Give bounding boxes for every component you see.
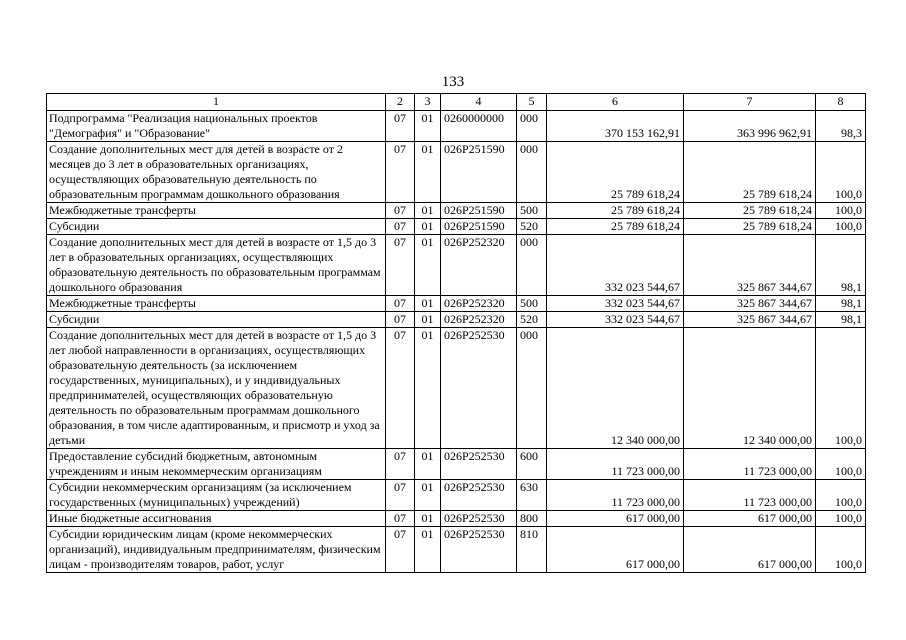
target-article-code: 026P251590 [441, 203, 517, 219]
expense-type-code: 000 [517, 235, 547, 296]
subsection-code: 01 [415, 296, 441, 312]
section-code: 07 [386, 111, 415, 142]
executed-amount: 325 867 344,67 [684, 296, 816, 312]
table-row [47, 296, 866, 312]
section-code: 07 [386, 219, 415, 235]
executed-amount: 12 340 000,00 [684, 328, 816, 449]
planned-amount: 12 340 000,00 [547, 328, 684, 449]
column-header: 4 [441, 94, 517, 111]
row-name: Предоставление субсидий бюджетным, автономным учреждениям и иным некоммерческим организациям [47, 449, 386, 480]
execution-percent: 98,1 [816, 312, 866, 328]
execution-percent: 98,3 [816, 111, 866, 142]
subsection-code: 01 [415, 312, 441, 328]
target-article-code: 026P252530 [441, 328, 517, 449]
expense-type-code: 800 [517, 511, 547, 527]
planned-amount: 11 723 000,00 [547, 449, 684, 480]
executed-amount: 325 867 344,67 [684, 312, 816, 328]
row-name: Межбюджетные трансферты [47, 296, 386, 312]
planned-amount: 25 789 618,24 [547, 203, 684, 219]
executed-amount: 325 867 344,67 [684, 235, 816, 296]
table-row [47, 235, 866, 296]
table-row [47, 219, 866, 235]
expense-type-code: 500 [517, 203, 547, 219]
expense-type-code: 500 [517, 296, 547, 312]
table-row [47, 328, 866, 449]
table-row [47, 511, 866, 527]
executed-amount: 25 789 618,24 [684, 203, 816, 219]
subsection-code: 01 [415, 527, 441, 573]
target-article-code: 026P252320 [441, 312, 517, 328]
target-article-code: 026P252530 [441, 527, 517, 573]
execution-percent: 100,0 [816, 219, 866, 235]
execution-percent: 98,1 [816, 235, 866, 296]
table-row [47, 203, 866, 219]
subsection-code: 01 [415, 203, 441, 219]
planned-amount: 25 789 618,24 [547, 142, 684, 203]
expense-type-code: 520 [517, 312, 547, 328]
execution-percent: 100,0 [816, 527, 866, 573]
execution-percent: 100,0 [816, 328, 866, 449]
expense-type-code: 630 [517, 480, 547, 511]
table-row [47, 312, 866, 328]
planned-amount: 332 023 544,67 [547, 312, 684, 328]
row-name: Субсидии некоммерческим организациям (за исключением государственных (муниципальных) учреждений) [47, 480, 386, 511]
page-number: 133 [441, 74, 465, 90]
subsection-code: 01 [415, 449, 441, 480]
execution-percent: 100,0 [816, 480, 866, 511]
target-article-code: 026P251590 [441, 142, 517, 203]
section-code: 07 [386, 235, 415, 296]
row-name: Иные бюджетные ассигнования [47, 511, 386, 527]
execution-percent: 100,0 [816, 142, 866, 203]
section-code: 07 [386, 511, 415, 527]
column-number-row [47, 94, 866, 111]
target-article-code: 026P252320 [441, 296, 517, 312]
section-code: 07 [386, 312, 415, 328]
table-row [47, 480, 866, 511]
execution-percent: 100,0 [816, 203, 866, 219]
column-header: 6 [547, 94, 684, 111]
section-code: 07 [386, 480, 415, 511]
target-article-code: 026P252320 [441, 235, 517, 296]
planned-amount: 332 023 544,67 [547, 235, 684, 296]
subsection-code: 01 [415, 328, 441, 449]
target-article-code: 0260000000 [441, 111, 517, 142]
target-article-code: 026P251590 [441, 219, 517, 235]
executed-amount: 363 996 962,91 [684, 111, 816, 142]
row-name: Создание дополнительных мест для детей в возрасте от 1,5 до 3 лет в образовательных организациях, осуществляющих образовательную деятельность по образовательным программам дошкольного образования [47, 235, 386, 296]
column-header: 8 [816, 94, 866, 111]
column-header: 3 [415, 94, 441, 111]
executed-amount: 25 789 618,24 [684, 219, 816, 235]
expense-type-code: 000 [517, 142, 547, 203]
table-row [47, 449, 866, 480]
subsection-code: 01 [415, 142, 441, 203]
expense-type-code: 520 [517, 219, 547, 235]
planned-amount: 617 000,00 [547, 527, 684, 573]
expense-type-code: 600 [517, 449, 547, 480]
column-header: 5 [517, 94, 547, 111]
subsection-code: 01 [415, 219, 441, 235]
planned-amount: 25 789 618,24 [547, 219, 684, 235]
expense-type-code: 000 [517, 328, 547, 449]
budget-table [46, 93, 866, 573]
section-code: 07 [386, 203, 415, 219]
executed-amount: 617 000,00 [684, 511, 816, 527]
execution-percent: 98,1 [816, 296, 866, 312]
table-row [47, 111, 866, 142]
row-name: Создание дополнительных мест для детей в возрасте от 2 месяцев до 3 лет в образовательных организациях, осуществляющих образовательную деятельность по образовательным программам дошкольного образования [47, 142, 386, 203]
subsection-code: 01 [415, 111, 441, 142]
execution-percent: 100,0 [816, 511, 866, 527]
table-row [47, 142, 866, 203]
column-header: 2 [386, 94, 415, 111]
executed-amount: 617 000,00 [684, 527, 816, 573]
planned-amount: 332 023 544,67 [547, 296, 684, 312]
table-row [47, 527, 866, 573]
target-article-code: 026P252530 [441, 511, 517, 527]
planned-amount: 370 153 162,91 [547, 111, 684, 142]
column-header: 1 [47, 94, 386, 111]
row-name: Субсидии [47, 219, 386, 235]
section-code: 07 [386, 449, 415, 480]
expense-type-code: 000 [517, 111, 547, 142]
execution-percent: 100,0 [816, 449, 866, 480]
section-code: 07 [386, 142, 415, 203]
executed-amount: 25 789 618,24 [684, 142, 816, 203]
planned-amount: 11 723 000,00 [547, 480, 684, 511]
subsection-code: 01 [415, 511, 441, 527]
executed-amount: 11 723 000,00 [684, 480, 816, 511]
section-code: 07 [386, 527, 415, 573]
section-code: 07 [386, 296, 415, 312]
column-header: 7 [684, 94, 816, 111]
target-article-code: 026P252530 [441, 480, 517, 511]
row-name: Создание дополнительных мест для детей в возрасте от 1,5 до 3 лет любой направленности в организациях, осуществляющих образовательную деятельность (за исключением государственных, муниципальных), и у индивидуальных предпринимателей, осуществляющих образовательную деятельность по образовательным программам дошкольного образования, в том числе адаптированным, и присмотр и уход за детьми [47, 328, 386, 449]
expense-type-code: 810 [517, 527, 547, 573]
section-code: 07 [386, 328, 415, 449]
executed-amount: 11 723 000,00 [684, 449, 816, 480]
planned-amount: 617 000,00 [547, 511, 684, 527]
subsection-code: 01 [415, 480, 441, 511]
subsection-code: 01 [415, 235, 441, 296]
row-name: Подпрограмма "Реализация национальных проектов "Демография" и "Образование" [47, 111, 386, 142]
row-name: Межбюджетные трансферты [47, 203, 386, 219]
row-name: Субсидии юридическим лицам (кроме некоммерческих организаций), индивидуальным предпринимателям, физическим лицам - производителям товаров, работ, услуг [47, 527, 386, 573]
row-name: Субсидии [47, 312, 386, 328]
target-article-code: 026P252530 [441, 449, 517, 480]
